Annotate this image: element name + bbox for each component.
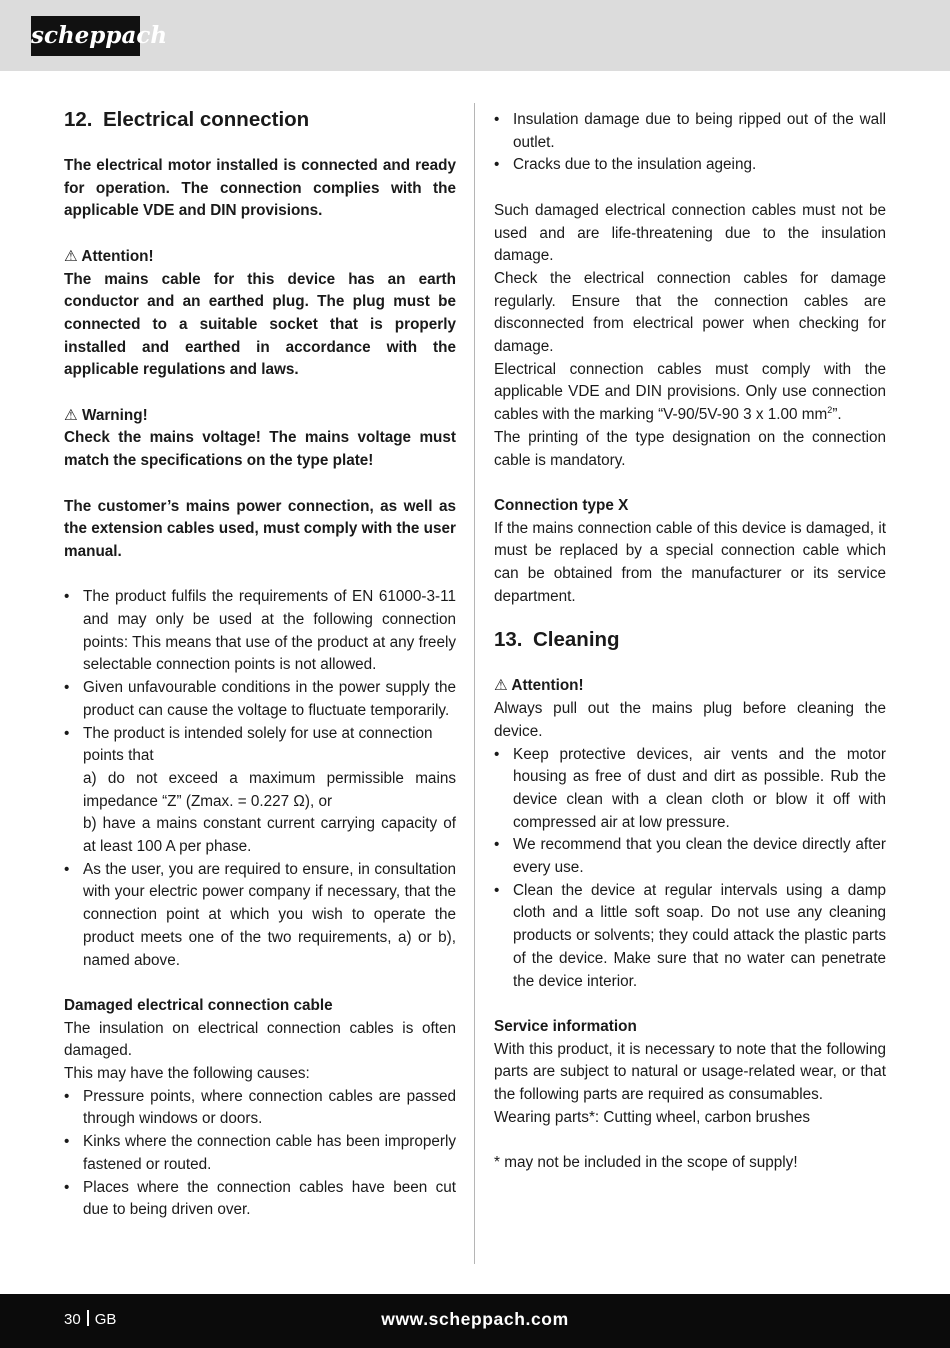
requirements-list bbox=[64, 586, 456, 972]
footer-bar bbox=[0, 1294, 950, 1348]
list-item: • Places where the connection cables have been cut due to being driven over. bbox=[64, 1177, 456, 1222]
intro-paragraph: The electrical motor installed is connected and ready for operation. The connection complies with the applicable VDE and DIN provisions. bbox=[64, 157, 456, 220]
connection-type-heading: Connection type X bbox=[494, 496, 629, 514]
cable-marking-text: Electrical connection cables must comply with the applicable VDE and DIN provisions. Only use connection cables with the marking “V-90/5V-90 3 x 1.00 mm bbox=[494, 360, 886, 424]
service-info-text: With this product, it is necessary to note that the following parts are subject to natural or usage-related wear, or that the following parts are required as consumables. bbox=[494, 1040, 886, 1104]
list-item: • The product fulfils the requirements of EN 61000-3-11 and may only be used at the following connection points: This means that use of the product at any freely selectable connection points is not allowed. bbox=[64, 586, 456, 677]
right-column bbox=[494, 109, 886, 1175]
connection-type-text: If the mains connection cable of this device is damaged, it must be replaced by a special connection cable which can be obtained from the manufacturer or its service department. bbox=[494, 519, 886, 605]
scheppach-logo: scheppach bbox=[31, 16, 140, 56]
attention-label: Attention! bbox=[511, 677, 584, 695]
attention-label: Attention! bbox=[81, 247, 154, 265]
header-band bbox=[0, 0, 950, 71]
section-13-number: 13. bbox=[494, 628, 523, 652]
section-12-number: 12. bbox=[64, 108, 93, 131]
damage-causes-list-continued bbox=[494, 109, 886, 177]
warning-label: Warning! bbox=[81, 406, 148, 424]
column-divider bbox=[474, 103, 475, 1264]
footnote: * may not be included in the scope of supply! bbox=[494, 1154, 798, 1172]
damage-paragraph-2: Check the electrical connection cables for damage regularly. Ensure that the connection cables are disconnected from electrical power when checking for damage. bbox=[494, 269, 886, 356]
list-item-option-b: b) have a mains constant current carrying capacity of at least 100 A per phase. bbox=[83, 815, 456, 856]
service-info-heading: Service information bbox=[494, 1017, 637, 1035]
list-item: • As the user, you are required to ensure, in consultation with your electric power company if necessary, that the connection point at which you wish to operate the product meets one of the two requirements, a) or b), named above. bbox=[64, 859, 456, 973]
section-12-title: Electrical connection bbox=[103, 108, 310, 131]
section-13-heading bbox=[494, 629, 886, 651]
list-item: • Given unfavourable conditions in the power supply the product can cause the voltage to fluctuate temporarily. bbox=[64, 677, 456, 722]
website-link[interactable]: www.scheppach.com bbox=[381, 1309, 569, 1329]
list-item-option-a: a) do not exceed a maximum permissible mains impedance “Z” (Zmax. = 0.227 Ω), or bbox=[83, 769, 456, 810]
customer-connection-text: The customer’s mains power connection, as well as the extension cables used, must comply with the user manual. bbox=[64, 497, 456, 560]
warning-text: Check the mains voltage! The mains voltage must match the specifications on the type plate! bbox=[64, 429, 456, 470]
left-column bbox=[64, 109, 456, 1222]
damage-paragraph-1: Such damaged electrical connection cables must not be used and are life-threatening due to the insulation damage. bbox=[494, 201, 886, 265]
warning-triangle-icon: ⚠ bbox=[64, 406, 78, 424]
damaged-cable-heading: Damaged electrical connection cable bbox=[64, 996, 333, 1014]
warning-triangle-icon: ⚠ bbox=[494, 677, 508, 695]
warning-heading bbox=[64, 405, 456, 428]
page-number: 30 bbox=[64, 1311, 81, 1328]
cable-marking-close: ”. bbox=[832, 406, 842, 424]
attention-text: The mains cable for this device has an earth conductor and an earthed plug. The plug must be connected to a suitable socket that is properly installed and earthed in accordance with the applicable regulations and laws. bbox=[64, 270, 456, 379]
damage-causes-list bbox=[64, 1086, 456, 1222]
list-item: • Kinks where the connection cable has been improperly fastened or routed. bbox=[64, 1131, 456, 1176]
cleaning-attention-heading bbox=[494, 675, 886, 698]
list-item bbox=[64, 723, 456, 859]
list-item-lead: • The product is intended solely for use at connection points that bbox=[83, 724, 433, 765]
damaged-cable-causes-intro: This may have the following causes: bbox=[64, 1065, 310, 1083]
damaged-cable-text: The insulation on electrical connection cables is often damaged. bbox=[64, 1019, 456, 1060]
cleaning-list bbox=[494, 744, 886, 994]
superscript-2: 2 bbox=[827, 405, 833, 416]
warning-triangle-icon: ⚠ bbox=[64, 247, 78, 265]
cleaning-attention-text: Always pull out the mains plug before cleaning the device. bbox=[494, 700, 886, 740]
list-item: • We recommend that you clean the device directly after every use. bbox=[494, 834, 886, 879]
section-13-title: Cleaning bbox=[533, 628, 620, 652]
list-item: • Insulation damage due to being ripped out of the wall outlet. bbox=[494, 109, 886, 154]
list-item: • Keep protective devices, air vents and the motor housing as free of dust and dirt as possible. Rub the device clean with a clean cloth or blow it off with compressed air at low pressure. bbox=[494, 744, 886, 835]
attention-heading bbox=[64, 246, 456, 269]
wearing-parts-text: Wearing parts*: Cutting wheel, carbon brushes bbox=[494, 1108, 811, 1126]
damage-paragraph-3 bbox=[494, 359, 886, 427]
list-item: • Cracks due to the insulation ageing. bbox=[494, 154, 886, 177]
damage-paragraph-4: The printing of the type designation on the connection cable is mandatory. bbox=[494, 428, 886, 469]
list-item: • Clean the device at regular intervals using a damp cloth and a little soft soap. Do not use any cleaning products or solvents; they could attack the plastic parts of the device. Make sure that no water can penetrate the device interior. bbox=[494, 880, 886, 994]
section-12-heading bbox=[64, 109, 456, 131]
list-item: • Pressure points, where connection cables are passed through windows or doors. bbox=[64, 1086, 456, 1131]
language-code: GB bbox=[94, 1311, 117, 1328]
